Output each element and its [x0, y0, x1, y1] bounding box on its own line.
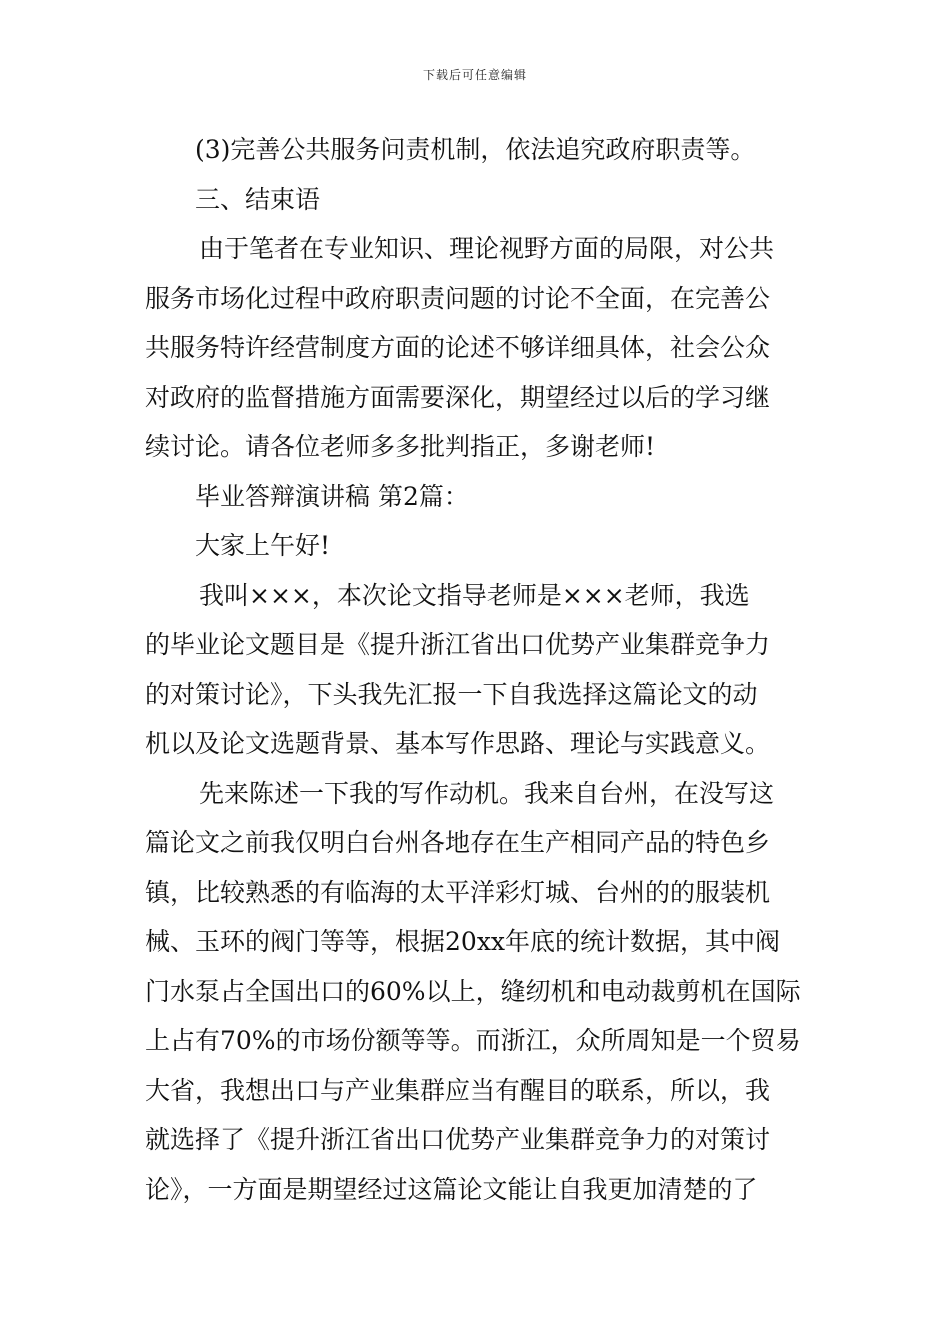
section-heading: 三、结束语	[195, 184, 321, 214]
text-line: 的对策讨论》，下头我先汇报一下自我选择这篇论文的动	[145, 679, 758, 709]
text-line: 门水泵占全国出口的60%以上，缝纫机和电动裁剪机在国际	[145, 976, 801, 1006]
text-line: 由于笔者在专业知识、理论视野方面的局限，对公共	[199, 234, 775, 263]
text-line: 的毕业论文题目是《提升浙江省出口优势产业集群竞争力	[145, 630, 771, 659]
text-line: 我叫×××，本次论文指导老师是×××老师，我选	[199, 580, 750, 610]
text-line: 械、玉环的阀门等等，根据20xx年底的统计数据，其中阀	[145, 927, 781, 956]
text-line: 论》，一方面是期望经过这篇论文能让自我更加清楚的了	[145, 1174, 758, 1204]
text-line: 服务市场化过程中政府职责问题的讨论不全面，在完善公	[145, 283, 771, 313]
text-line: 大家上午好!	[195, 531, 331, 560]
text-line: 续讨论。请各位老师多多批判指正，多谢老师!	[145, 432, 656, 461]
text-line: 机以及论文选题背景、基本写作思路、理论与实践意义。	[145, 729, 771, 758]
text-line: (3)完善公共服务问责机制，依法追究政府职责等。	[195, 135, 756, 164]
text-line: 大省，我想出口与产业集群应当有醒目的联系，所以，我	[145, 1075, 771, 1105]
text-line: 先来陈述一下我的写作动机。我来自台州，在没写这	[199, 778, 775, 808]
page-header: 下载后可任意编辑	[422, 68, 527, 82]
text-line: 共服务特许经营制度方面的论述不够详细具体，社会公众	[145, 333, 771, 362]
text-line: 上占有70%的市场份额等等。而浙江，众所周知是一个贸易	[145, 1026, 801, 1055]
text-line: 就选择了《提升浙江省出口优势产业集群竞争力的对策讨	[145, 1125, 771, 1154]
document-body	[145, 125, 810, 1214]
text-line: 对政府的监督措施方面需要深化，期望经过以后的学习继	[145, 382, 771, 412]
section-heading: 毕业答辩演讲稿 第2篇：	[195, 481, 469, 511]
text-line: 篇论文之前我仅明白台州各地存在生产相同产品的特色乡	[145, 828, 771, 857]
text-line: 镇，比较熟悉的有临海的太平洋彩灯城、台州的的服装机	[145, 877, 771, 907]
